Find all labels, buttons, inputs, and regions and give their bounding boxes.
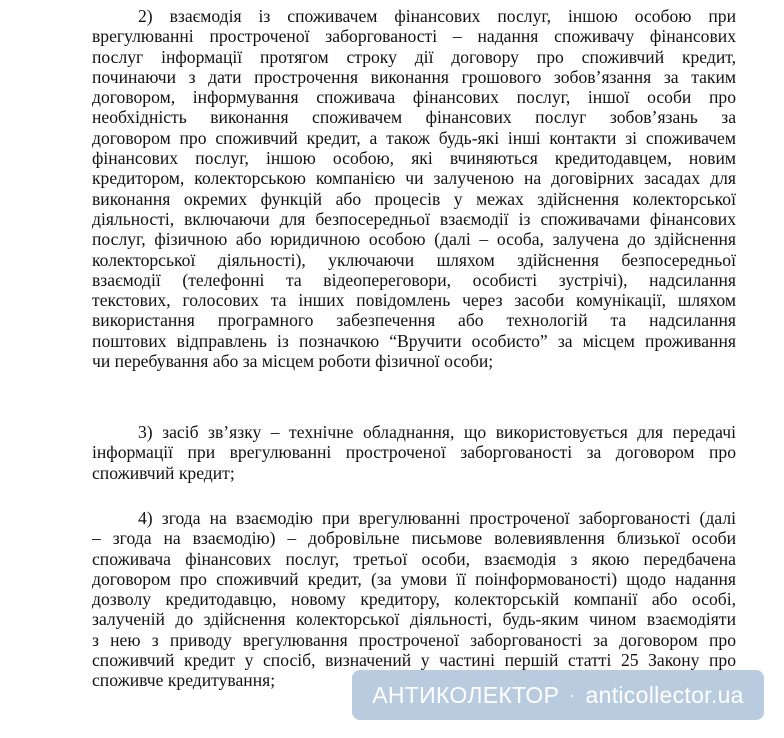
paragraph-item-3 xyxy=(92,422,736,483)
paragraph-line: 3) засіб зв’язку – технічне обладнання, що використовується для передачі xyxy=(138,422,736,442)
paragraph-line: необхідність виконання споживачем фінансових послуг зобов’язань за xyxy=(92,107,736,128)
paragraph-line: послуг, фізичною або юридичною особою (далі – особа, залучена до здійснення xyxy=(92,229,736,250)
paragraph-line: договором, інформування споживача фінансових послуг, іншої особи про xyxy=(92,87,736,108)
paragraph-line: фінансових послуг, іншою особою, які вчиняються кредитодавцем, новим xyxy=(92,148,736,169)
paragraph-line: взаємодії (телефонні та відеопереговори, особисті зустрічі), надсилання xyxy=(92,269,736,290)
paragraph-item-2 xyxy=(92,6,736,371)
paragraph-line: 4) згода на взаємодію при врегулюванні простроченої заборгованості (далі xyxy=(138,508,736,528)
paragraph-line: врегулюванні простроченої заборгованості – надання споживачу фінансових xyxy=(92,26,736,47)
paragraph-line: споживчий кредит; xyxy=(92,462,235,483)
paragraph-line: договором про споживчий кредит, а також будь-які інші контакти зі споживачем xyxy=(92,127,736,148)
paragraph-line: 2) взаємодія із споживачем фінансових послуг, іншою особою при xyxy=(138,6,736,26)
paragraph-line: виконання окремих функцій або процесів у межах здійснення колекторської xyxy=(92,188,736,209)
watermark-banner xyxy=(352,670,764,720)
paragraph-line: діяльності, включаючи для безпосередньої взаємодії із споживачами фінансових xyxy=(92,208,736,229)
paragraph-line: споживача фінансових послуг, третьої особи, взаємодія з якою передбачена xyxy=(92,548,736,569)
paragraph-line: починаючи з дати прострочення виконання грошового зобов’язання за таким xyxy=(92,66,736,87)
paragraph-line: колекторської діяльності), уключаючи шляхом здійснення безпосередньої xyxy=(92,249,736,270)
paragraph-line: використання програмного забезпечення або технологій та надсилання xyxy=(92,310,736,331)
paragraph-line: договором про споживчий кредит, (за умови її поінформованості) щодо надання xyxy=(92,568,736,589)
watermark-brand: АНТИКОЛЕКТОР xyxy=(372,681,560,708)
paragraph-item-4 xyxy=(92,508,736,691)
paragraph-line: послуг інформації протягом строку дії договору про споживчий кредит, xyxy=(92,46,736,67)
paragraph-line: споживчий кредит у спосіб, визначений у частині першій статті 25 Закону про xyxy=(92,650,736,671)
paragraph-line: інформації при врегулюванні простроченої заборгованості за договором про xyxy=(92,442,736,463)
paragraph-line: чи перебування або за місцем роботи фізичної особи; xyxy=(92,351,494,372)
paragraph-line: кредитором, колекторською компанією чи залученою на договірних засадах для xyxy=(92,168,736,189)
paragraph-line: дозволу кредитодавцю, новому кредитору, колекторській компанії або особі, xyxy=(92,589,736,610)
watermark-separator: · xyxy=(569,684,576,705)
paragraph-line: – згода на взаємодію) – добровільне письмове волевиявлення близької особи xyxy=(92,528,736,549)
paragraph-line: текстових, голосових та інших повідомлень через засоби комунікації, шляхом xyxy=(92,290,736,311)
watermark-site: anticollector.ua xyxy=(585,681,744,708)
paragraph-line: споживче кредитування; xyxy=(92,670,276,691)
paragraph-line: поштових відправлень із позначкою “Вручити особисто” за місцем проживання xyxy=(92,330,736,351)
paragraph-line: залученій до здійснення колекторської діяльності, будь-яким чином взаємодіяти xyxy=(92,609,736,630)
paragraph-line: з нею з приводу врегулювання простроченої заборгованості за договором про xyxy=(92,629,736,650)
